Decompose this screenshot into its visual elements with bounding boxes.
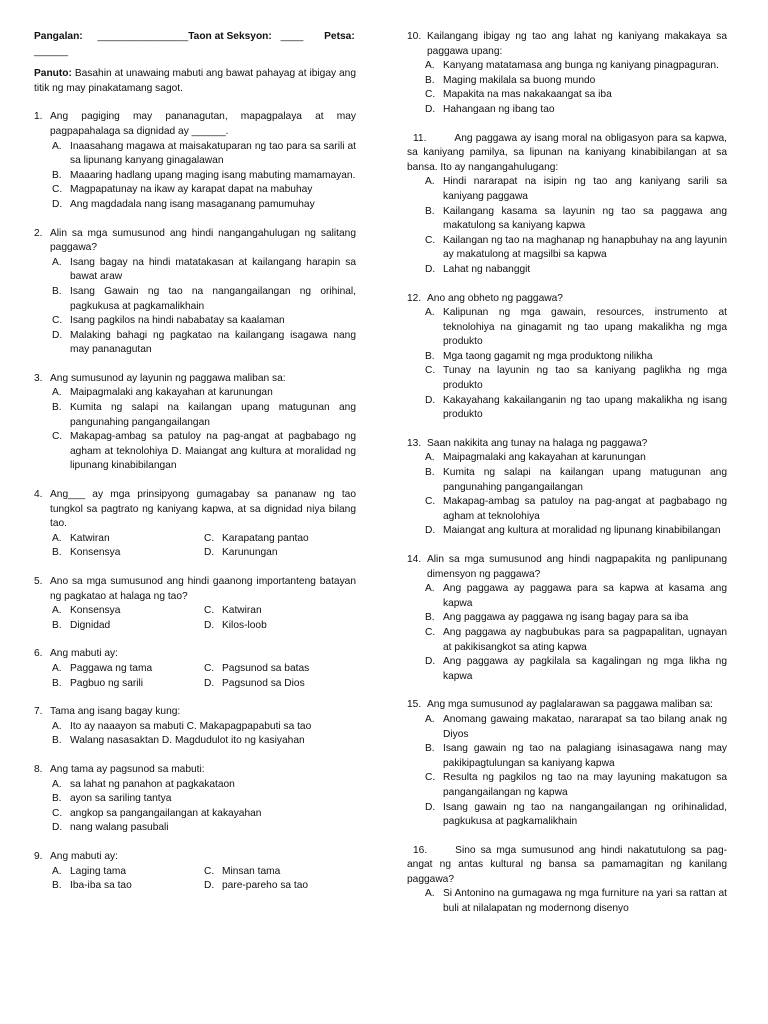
option-letter: C. xyxy=(52,315,63,327)
option-letter: D. xyxy=(425,525,436,537)
answer-option[interactable] xyxy=(425,582,727,611)
option-text: Minsan tama xyxy=(222,865,281,877)
question-number: 10. xyxy=(407,31,422,42)
option-letter: B. xyxy=(52,402,62,414)
answer-options xyxy=(425,451,727,539)
option-letter: A. xyxy=(425,60,435,72)
answer-option[interactable] xyxy=(52,329,356,358)
question-text xyxy=(34,763,356,778)
option-text: Laging tama xyxy=(70,865,127,877)
option-text: Maipagmalaki ang kakayahan at karunungan xyxy=(443,452,646,464)
question-text xyxy=(407,698,727,713)
option-text: Mapakita na mas nakakaangat sa iba xyxy=(443,89,612,101)
answer-options xyxy=(52,778,356,836)
answer-option[interactable] xyxy=(52,140,356,169)
option-letter: A. xyxy=(425,713,435,725)
answer-option[interactable] xyxy=(425,234,727,263)
answer-option[interactable] xyxy=(52,879,204,894)
answer-option[interactable] xyxy=(425,175,727,204)
option-text: Katwiran xyxy=(222,605,262,617)
option-text: Konsensya xyxy=(70,547,121,559)
answer-option[interactable] xyxy=(425,771,727,800)
question-text xyxy=(34,227,356,256)
answer-option[interactable] xyxy=(52,792,356,807)
option-text: Maipagmalaki ang kakayahan at karunungan xyxy=(70,387,273,399)
question-text xyxy=(34,705,356,720)
option-letter: C. xyxy=(425,626,436,638)
answer-option[interactable] xyxy=(52,532,204,547)
option-text: Iba-iba sa tao xyxy=(70,880,132,892)
option-letter: C. xyxy=(52,431,63,443)
question-number: 11. xyxy=(413,132,427,144)
answer-options-grid xyxy=(52,865,356,894)
option-letter: D. xyxy=(425,394,436,406)
name-label: Pangalan: xyxy=(34,31,83,42)
option-text: Kailangan ng tao na maghanap ng hanapbuhay na ang layunin ay makatulong at magsilbi sa kapwa xyxy=(443,234,727,261)
option-letter: A. xyxy=(52,605,62,617)
answer-option[interactable] xyxy=(425,495,727,524)
question-item xyxy=(34,763,356,836)
question-intro: Sino sa mga sumusunod ang hindi nakatutulong sa pag-angat ng antas kultural ng bansa sa pamamagitan ng kanilang paggawa? xyxy=(407,844,727,885)
question-number: 12. xyxy=(407,292,422,304)
answer-options xyxy=(425,582,727,684)
question-item xyxy=(34,647,356,691)
option-letter: B. xyxy=(52,547,62,559)
question-item xyxy=(34,110,356,212)
option-letter: B. xyxy=(52,793,62,805)
option-letter: B. xyxy=(425,205,435,217)
answer-option[interactable] xyxy=(52,401,356,430)
option-letter: C. xyxy=(425,772,436,784)
option-letter: B. xyxy=(425,743,435,755)
option-text: Anomang gawaing makatao, nararapat sa tao bilang anak ng Diyos xyxy=(443,713,727,740)
date-blank[interactable]: ______ xyxy=(34,45,68,57)
answer-option[interactable] xyxy=(52,314,356,329)
answer-option[interactable] xyxy=(52,169,356,184)
option-letter: B. xyxy=(425,612,435,624)
question-number: 15. xyxy=(407,699,422,711)
answer-option[interactable] xyxy=(204,879,356,894)
question-stem: Tama ang isang bagay kung: xyxy=(50,706,181,718)
question-number: 6. xyxy=(34,648,43,660)
answer-option[interactable] xyxy=(425,306,727,350)
answer-option[interactable] xyxy=(425,350,727,365)
option-text: Kilos-loob xyxy=(222,619,267,631)
option-letter: B. xyxy=(425,467,435,479)
option-text: Isang Gawain ng tao na nangangailangan ng orihinal, pagkukusa at pagkamalikhain xyxy=(70,285,356,312)
option-text: Kailangang kasama sa layunin ng tao sa paggawa ang makatulong sa kaniyang kapwa xyxy=(443,205,727,232)
option-text: Isang gawain ng tao na palagiang isinasagawa nang may pakikipagtulungan sa kaniyang kapwa xyxy=(443,743,727,769)
option-letter: B. xyxy=(425,350,435,362)
year-blank[interactable]: ____ xyxy=(280,31,304,42)
option-letter: A. xyxy=(425,452,435,464)
answer-option[interactable] xyxy=(52,778,356,793)
right-column xyxy=(407,30,727,931)
option-letter: D. xyxy=(204,677,215,689)
answer-option[interactable] xyxy=(425,713,727,742)
option-text: Kalipunan ng mga gawain, resources, instrumento at teknolohiya na ginagamit ng tao upang makalikha ng mga produkto xyxy=(443,307,727,348)
question-number: 5. xyxy=(34,576,43,587)
option-letter: A. xyxy=(52,140,62,152)
answer-option[interactable] xyxy=(52,865,204,880)
question-item xyxy=(407,844,727,917)
answer-options xyxy=(52,256,356,358)
option-letter: B. xyxy=(52,735,62,747)
option-text: Pagbuo ng sarili xyxy=(70,677,144,689)
question-text xyxy=(34,647,356,662)
left-question-list xyxy=(34,110,356,893)
question-stem: Alin sa mga sumusunod ang hindi nagpapakita ng panlipunang dimensyon ng paggawa? xyxy=(427,554,727,580)
option-letter: D. xyxy=(425,801,436,813)
answer-options xyxy=(425,175,727,277)
answer-option[interactable] xyxy=(204,865,356,880)
date-label: Petsa: xyxy=(324,31,355,42)
question-text xyxy=(407,292,727,307)
option-text: Si Antonino na gumagawa ng mga furniture na yari sa rattan at buli at nilalapatan ng modernong disenyo xyxy=(443,888,727,915)
option-text: Tunay na layunin ng tao sa kaniyang paglikha ng mga produkto xyxy=(443,365,727,392)
answer-option[interactable] xyxy=(204,546,356,561)
question-number: 1. xyxy=(34,111,43,123)
question-text xyxy=(407,553,727,582)
answer-option[interactable] xyxy=(204,532,356,547)
question-stem: Ang mabuti ay: xyxy=(50,850,118,862)
answer-option[interactable] xyxy=(52,821,356,836)
question-stem: Kailangang ibigay ng tao ang lahat ng kaniyang makakaya sa paggawa upang: xyxy=(427,31,727,57)
question-item xyxy=(34,850,356,894)
question-number: 9. xyxy=(34,850,43,862)
question-item xyxy=(34,372,356,474)
question-item xyxy=(407,132,727,278)
option-letter: D. xyxy=(204,880,215,892)
option-text: Kanyang matatamasa ang bunga ng kaniyang pinagpaguran. xyxy=(443,60,719,72)
option-letter: B. xyxy=(52,169,62,181)
option-letter: C. xyxy=(425,234,436,246)
question-text xyxy=(34,850,356,865)
question-stem: Ang___ ay mga prinsipyong gumagabay sa pananaw ng tao tungkol sa pagtrato ng kaniyang kapwa, at sa dignidad niya bilang tao. xyxy=(50,489,356,530)
option-letter: A. xyxy=(425,888,435,900)
answer-option[interactable] xyxy=(425,103,727,118)
answer-option[interactable] xyxy=(425,887,727,916)
answer-options xyxy=(425,887,727,916)
option-letter: C. xyxy=(52,807,63,819)
option-text: Hindi nararapat na isipin ng tao ang kaniyang sarili sa kaniyang paggawa xyxy=(443,176,727,202)
question-stem: Saan nakikita ang tunay na halaga ng paggawa? xyxy=(427,437,648,449)
question-stem: Alin sa mga sumusunod ang hindi nangangahulugan ng salitang paggawa? xyxy=(50,227,356,254)
option-letter: A. xyxy=(52,532,62,544)
option-letter: A. xyxy=(52,778,62,790)
answer-option[interactable] xyxy=(52,619,204,634)
option-text: Malaking bahagi ng pagkatao na kailangang isagawa nang may pananagutan xyxy=(70,329,356,356)
question-text xyxy=(34,575,356,604)
option-letter: A. xyxy=(52,662,62,674)
option-text: Walang nasasaktan D. Magdudulot ito ng kasiyahan xyxy=(70,735,305,747)
answer-options xyxy=(425,59,727,117)
option-letter: D. xyxy=(52,329,63,341)
question-number: 13. xyxy=(407,437,422,449)
question-text xyxy=(34,372,356,387)
answer-option[interactable] xyxy=(425,611,727,626)
question-text xyxy=(407,437,727,452)
question-stem: Ano ang obheto ng paggawa? xyxy=(427,292,563,304)
option-letter: B. xyxy=(52,619,62,631)
answer-option[interactable] xyxy=(425,626,727,655)
option-letter: D. xyxy=(425,263,436,275)
option-letter: D. xyxy=(52,822,63,834)
answer-option[interactable] xyxy=(52,198,356,213)
question-item xyxy=(407,30,727,118)
question-text xyxy=(34,110,356,139)
option-text: Inaasahang magawa at maisakatuparan ng tao para sa sarili at sa lipunang kanyang ginagalawan xyxy=(70,140,356,167)
question-item xyxy=(34,705,356,749)
question-stem: Ang pagiging may pananagutan, mapagpalaya at may pagpapahalaga sa dignidad ay ______. xyxy=(50,111,356,137)
answer-option[interactable] xyxy=(425,74,727,89)
option-text: ayon sa sariling tantya xyxy=(70,793,172,805)
option-letter: A. xyxy=(52,387,62,399)
answer-option[interactable] xyxy=(52,256,356,285)
question-stem: Ang mabuti ay: xyxy=(50,648,118,660)
option-text: Makapag-ambag sa patuloy na pag-angat at pagbabago ng agham at teknolohiya D. Maiangat ang kultura at moralidad ng lipunang kinabibilangan xyxy=(70,431,356,472)
question-stem: Ang sumusunod ay layunin ng paggawa maliban sa: xyxy=(50,372,286,384)
option-text: Magpapatunay na ikaw ay karapat dapat na mabuhay xyxy=(70,184,313,196)
option-letter: C. xyxy=(204,605,215,617)
instructions xyxy=(34,67,356,96)
option-letter: A. xyxy=(52,865,62,877)
answer-option[interactable] xyxy=(52,662,204,677)
option-letter: B. xyxy=(52,880,62,892)
option-text: Pagsunod sa Dios xyxy=(222,677,305,689)
option-text: Ang paggawa ay paggawa para sa kapwa at kasama ang kapwa xyxy=(443,583,727,609)
answer-option[interactable] xyxy=(425,742,727,771)
option-text: Pagsunod sa batas xyxy=(222,662,310,674)
question-item xyxy=(34,488,356,561)
option-letter: B. xyxy=(52,285,62,297)
question-text xyxy=(34,488,356,532)
left-column xyxy=(34,30,356,908)
answer-option[interactable] xyxy=(204,619,356,634)
option-text: Ang paggawa ay paggawa ng isang bagay para sa iba xyxy=(443,612,689,624)
option-text: Ito ay naaayon sa mabuti C. Makapagpapabuti sa tao xyxy=(70,720,312,732)
option-letter: C. xyxy=(425,89,436,101)
answer-option[interactable] xyxy=(52,183,356,198)
question-intro: Ang paggawa ay isang moral na obligasyon para sa kapwa, sa kaniyang pamilya, sa lipunan na kaniyang kinabibilangan at sa bansa. Ito ay nangangahulugang: xyxy=(407,132,727,173)
option-letter: C. xyxy=(52,184,63,196)
option-text: Ang paggawa ay pagkilala sa kagalingan ng mga likha ng kapwa xyxy=(443,656,727,682)
answer-option[interactable] xyxy=(52,807,356,822)
option-text: Paggawa ng tama xyxy=(70,662,153,674)
option-text: Karapatang pantao xyxy=(222,532,309,544)
answer-option[interactable] xyxy=(52,386,356,401)
answer-option[interactable] xyxy=(52,285,356,314)
answer-option[interactable] xyxy=(425,466,727,495)
option-text: Kakayahang kakailanganin ng tao upang makalikha ng isang produkto xyxy=(443,394,727,421)
question-stem: Ang tama ay pagsunod sa mabuti: xyxy=(50,763,205,775)
option-letter: C. xyxy=(425,365,436,377)
question-text xyxy=(407,844,727,888)
answer-option[interactable] xyxy=(425,394,727,423)
option-letter: A. xyxy=(425,307,435,319)
option-text: angkop sa pangangailangan at kakayahan xyxy=(70,807,262,819)
option-text: Dignidad xyxy=(70,619,111,631)
right-question-list xyxy=(407,30,727,917)
answer-option[interactable] xyxy=(425,364,727,393)
option-text: Kumita ng salapi na kailangan upang matugunan ang pangunahing pangangailangan xyxy=(443,467,727,493)
answer-options-grid xyxy=(52,532,356,561)
answer-options xyxy=(425,713,727,830)
option-letter: C. xyxy=(425,496,436,508)
name-blank[interactable]: ________________ xyxy=(97,31,189,42)
option-letter: A. xyxy=(425,583,435,595)
answer-options-grid xyxy=(52,662,356,691)
option-letter: B. xyxy=(425,74,435,86)
question-number: 7. xyxy=(34,706,43,718)
question-text xyxy=(407,132,727,176)
option-text: Lahat ng nabanggit xyxy=(443,263,531,275)
option-letter: C. xyxy=(204,532,215,544)
option-text: Resulta ng pagkilos ng tao na may layuning makatugon sa pangangailangan ng kapwa xyxy=(443,772,727,798)
option-text: Isang pagkilos na hindi nababatay sa kaalaman xyxy=(70,315,285,327)
question-item xyxy=(34,575,356,633)
option-text: Konsensya xyxy=(70,605,121,617)
option-text: Mga taong gagamit ng mga produktong nilikha xyxy=(443,350,653,362)
answer-options-grid xyxy=(52,604,356,633)
option-text: Isang gawain ng tao na nangangailangan ng orihinalidad, pagkukusa at pagkamalikhain xyxy=(443,801,727,828)
option-letter: C. xyxy=(204,662,215,674)
question-number: 16. xyxy=(413,844,428,856)
answer-option[interactable] xyxy=(204,662,356,677)
question-item xyxy=(407,553,727,684)
option-letter: D. xyxy=(425,103,436,115)
question-number: 3. xyxy=(34,372,43,384)
question-item xyxy=(407,698,727,829)
option-letter: D. xyxy=(52,198,63,210)
option-letter: D. xyxy=(204,547,215,559)
option-text: Isang bagay na hindi matatakasan at kailangang harapin sa bawat araw xyxy=(70,256,356,283)
answer-option[interactable] xyxy=(204,604,356,619)
question-text xyxy=(407,30,727,59)
option-letter: D. xyxy=(204,619,215,631)
answer-option[interactable] xyxy=(425,524,727,539)
answer-option[interactable] xyxy=(52,430,356,474)
instructions-label: Panuto: xyxy=(34,68,72,80)
option-text: Hahangaan ng ibang tao xyxy=(443,103,555,115)
answer-option[interactable] xyxy=(425,88,727,103)
answer-option[interactable] xyxy=(425,655,727,684)
option-text: Katwiran xyxy=(70,532,110,544)
option-text: pare-pareho sa tao xyxy=(222,880,309,892)
answer-options xyxy=(52,720,356,749)
option-text: Maaaring hadlang upang maging isang mabuting mamamayan. xyxy=(70,169,356,181)
answer-option[interactable] xyxy=(52,720,356,735)
option-text: sa lahat ng panahon at pagkakataon xyxy=(70,778,235,790)
option-letter: A. xyxy=(425,176,435,188)
question-item xyxy=(34,227,356,358)
option-text: Makapag-ambag sa patuloy na pag-angat at pagbabago ng agham at teknolohiya xyxy=(443,496,727,522)
student-info-header xyxy=(34,30,356,59)
option-letter: B. xyxy=(52,677,62,689)
answer-options xyxy=(425,306,727,423)
answer-option[interactable] xyxy=(425,451,727,466)
answer-option[interactable] xyxy=(52,546,204,561)
answer-option[interactable] xyxy=(204,677,356,692)
question-number: 14. xyxy=(407,554,422,565)
answer-option[interactable] xyxy=(52,677,204,692)
question-stem: Ang mga sumusunod ay paglalarawan sa paggawa maliban sa: xyxy=(427,699,713,711)
answer-option[interactable] xyxy=(425,263,727,278)
year-label: Taon at Seksyon: xyxy=(188,31,272,42)
option-letter: D. xyxy=(425,656,436,668)
option-letter: C. xyxy=(204,865,215,877)
option-letter: A. xyxy=(52,720,62,732)
option-text: Ang magdadala nang isang masaganang pamumuhay xyxy=(70,198,315,210)
option-text: nang walang pasubali xyxy=(70,822,169,834)
question-stem: Ano sa mga sumusunod ang hindi gaanong importanteng batayan ng pagkatao at halaga ng tao? xyxy=(50,576,356,602)
answer-option[interactable] xyxy=(425,801,727,830)
option-text: Karunungan xyxy=(222,547,278,559)
option-text: Maging makilala sa buong mundo xyxy=(443,74,596,86)
instructions-text: Basahin at unawaing mabuti ang bawat pahayag at ibigay ang titik ng may pinakatamang sagot. xyxy=(34,68,356,94)
question-number: 8. xyxy=(34,763,43,775)
answer-options xyxy=(52,386,356,474)
question-item xyxy=(407,437,727,539)
answer-option[interactable] xyxy=(52,734,356,749)
question-item xyxy=(407,292,727,423)
question-number: 4. xyxy=(34,489,43,501)
answer-option[interactable] xyxy=(425,205,727,234)
answer-option[interactable] xyxy=(52,604,204,619)
answer-option[interactable] xyxy=(425,59,727,74)
option-text: Ang paggawa ay nagbubukas para sa pagpapalitan, ugnayan at pakikisangkot sa ating kapwa xyxy=(443,626,727,653)
option-text: Maiangat ang kultura at moralidad ng lipunang kinabibilangan xyxy=(443,525,721,537)
option-letter: A. xyxy=(52,256,62,268)
question-number: 2. xyxy=(34,227,43,239)
answer-options xyxy=(52,140,356,213)
option-text: Kumita ng salapi na kailangan upang matugunan ang pangunahing pangangailangan xyxy=(70,402,356,428)
